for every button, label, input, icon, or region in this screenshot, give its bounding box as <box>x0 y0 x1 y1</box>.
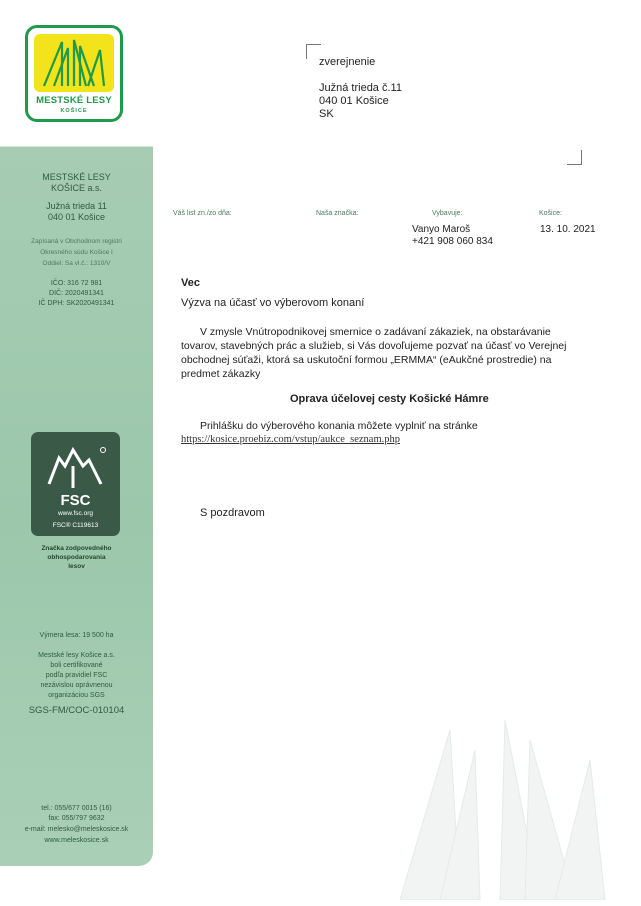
cert-code: SGS-FM/COC-010104 <box>28 705 125 716</box>
contact-fax: fax: 055/797 9632 <box>48 815 105 822</box>
recipient-city: 040 01 Košice <box>319 95 389 107</box>
company-logo <box>25 25 123 122</box>
cert-line: nezávislou oprávnenou <box>40 682 113 689</box>
paragraph-line: tovarov, stavebných prác a služieb, si Vás dovoľujeme pozvať na účasť vo Verejnej <box>181 340 567 352</box>
fsc-url: www.fsc.org <box>57 510 94 517</box>
fsc-caption: Značka zodpovedného <box>41 545 112 552</box>
fsc-badge <box>31 432 120 536</box>
recipient-country: SK <box>319 108 334 120</box>
contract-title: Oprava účelovej cesty Košické Hámre <box>290 393 489 405</box>
fsc-caption: obhospodarovania <box>47 554 106 561</box>
place-label: Košice: <box>539 210 562 217</box>
cert-line: organizáciou SGS <box>48 692 105 699</box>
registry-line: Okresného súdu Košice I <box>40 249 113 256</box>
company-ico: IČO: 316 72 981 <box>50 280 103 287</box>
handled-by-name: Vanyo Maroš <box>412 224 471 235</box>
fsc-caption: lesov <box>68 563 85 570</box>
application-text: Prihlášku do výberového konania môžete vyplniť na stránke <box>200 420 478 432</box>
company-city: 040 01 Košice <box>47 212 106 222</box>
letter-date: 13. 10. 2021 <box>540 224 596 235</box>
fsc-code: FSC® C119613 <box>52 522 99 529</box>
address-corner-mark <box>567 150 582 165</box>
cert-line: podľa pravidiel FSC <box>45 672 108 679</box>
registry-line: Zapísaná v Obchodnom registri <box>31 238 122 245</box>
company-street: Južná trieda 11 <box>46 201 107 211</box>
contact-email: e-mail: melesko@meleskosice.sk <box>24 826 129 833</box>
logo-watermark <box>390 700 630 900</box>
fsc-name: FSC <box>60 492 91 509</box>
company-icdph: IČ DPH: SK2020491341 <box>38 300 115 307</box>
letterhead-sidebar <box>0 0 153 866</box>
auction-link[interactable]: https://kosice.proebiz.com/vstup/aukce_seznam.php <box>181 434 400 445</box>
logo-emblem <box>34 34 114 92</box>
forest-area: Výmera lesa: 19 500 ha <box>39 632 114 639</box>
your-letter-label: Váš list zn./zo dňa: <box>173 210 232 217</box>
handled-by-phone: +421 908 060 834 <box>412 236 493 247</box>
company-name: MESTSKÉ LESY <box>42 172 111 182</box>
our-ref-label: Naša značka: <box>316 210 359 217</box>
logo-subtitle: KOŠICE <box>60 108 88 114</box>
contact-web: www.meleskosice.sk <box>44 837 109 844</box>
recipient-street: Južná trieda č.11 <box>319 82 402 94</box>
handled-by-label: Vybavuje: <box>432 210 463 217</box>
paragraph-line: obchodnej súťaži, ktorá sa uskutoční formou „ERMMA“ (eAukčné prostredie) na <box>181 354 552 366</box>
closing-text: S pozdravom <box>200 507 265 519</box>
fsc-tree-icon <box>43 444 107 494</box>
company-dic: DIČ: 2020491341 <box>49 290 104 297</box>
cert-line: boli certifikované <box>50 662 103 669</box>
company-suffix: KOŠICE a.s. <box>50 183 103 193</box>
logo-name: MESTSKÉ LESY <box>36 95 112 106</box>
subject-text: Výzva na účasť vo výberovom konaní <box>181 297 365 309</box>
subject-label: Vec <box>181 277 200 289</box>
cert-line: Mestské lesy Košice a.s. <box>38 652 115 659</box>
recipient-name: zverejnenie <box>319 56 376 68</box>
registry-line: Oddiel: Sa vl.č.: 1310/V <box>42 260 111 267</box>
contact-tel: tel.: 055/677 0015 (16) <box>41 805 112 812</box>
paragraph-line: V zmysle Vnútropodnikovej smernice o zadávaní zákaziek, na obstarávanie <box>200 326 551 338</box>
paragraph-line: predmet zákazky <box>181 368 261 380</box>
